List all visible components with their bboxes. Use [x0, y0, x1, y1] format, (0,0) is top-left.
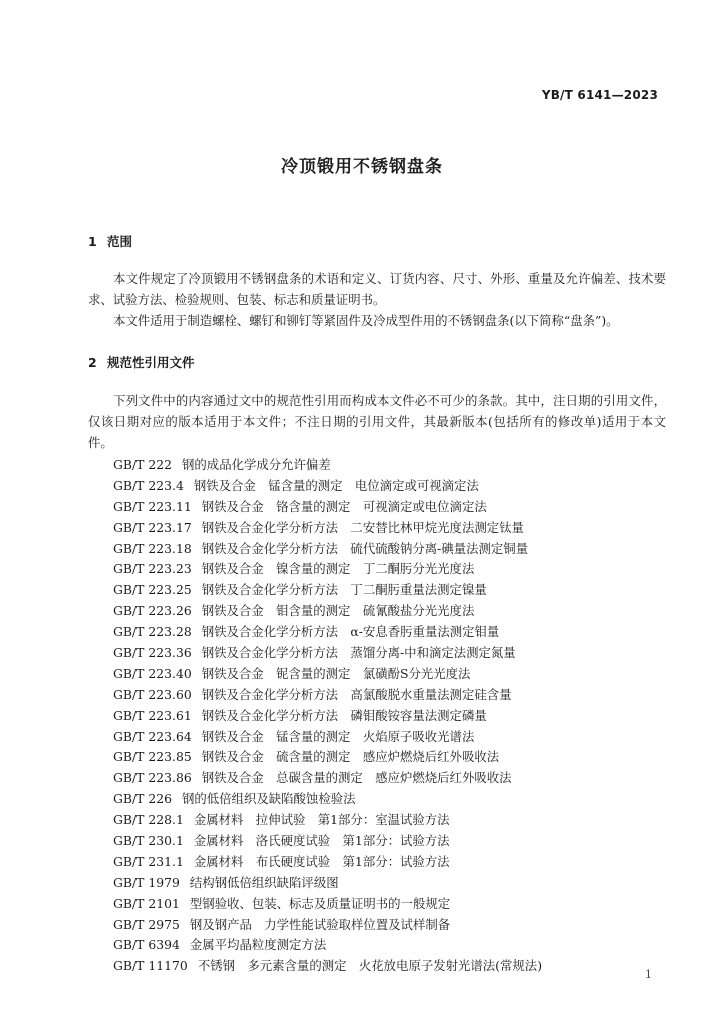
reference-item — [113, 580, 673, 601]
reference-item — [113, 789, 673, 810]
section-1-heading — [88, 232, 132, 250]
reference-item — [113, 873, 673, 894]
reference-title: 钢铁及合金化学分析方法 高氯酸脱水重量法测定硅含量 — [201, 686, 512, 702]
reference-title: 钢的成品化学成分允许偏差 — [182, 457, 331, 472]
reference-item — [113, 852, 673, 873]
reference-title: 结构钢低倍组织缺陷评级图 — [189, 874, 339, 890]
reference-item — [113, 476, 673, 497]
reference-title: 钢铁及合金化学分析方法 二安替比林甲烷光度法测定钛量 — [201, 519, 524, 535]
reference-title: 钢铁及合金 镍含量的测定 丁二酮肟分光光度法 — [201, 561, 475, 577]
reference-title: 金属平均晶粒度测定方法 — [189, 937, 327, 953]
reference-item — [113, 810, 673, 831]
section-2-heading — [88, 353, 195, 371]
reference-code: GB/T 11170 — [113, 958, 188, 974]
reference-item — [113, 831, 673, 852]
reference-title: 钢铁及合金 铬含量的测定 可视滴定或电位滴定法 — [201, 498, 487, 514]
reference-item — [113, 935, 673, 956]
reference-code: GB/T 223.17 — [113, 519, 192, 535]
reference-code: GB/T 2975 — [113, 916, 180, 932]
reference-code: GB/T 223.85 — [113, 749, 192, 765]
reference-item — [113, 685, 673, 706]
standard-code: YB/T 6141—2023 — [541, 88, 658, 102]
reference-code: GB/T 226 — [113, 791, 173, 807]
reference-code: GB/T 223.61 — [113, 707, 192, 723]
references-intro: 下列文件中的内容通过文中的规范性引用而构成本文件必不可少的条款。其中，注日期的引用文件，仅该日期对应的版本适用于本文件；不注日期的引用文件，其最新版本(包括所有的修改单)适用于本文件。 — [88, 393, 666, 450]
section-2-title: 规范性引用文件 — [107, 355, 195, 370]
reference-code: GB/T 223.23 — [113, 561, 192, 577]
reference-title: 金属材料 布氏硬度试验 第1部分：试验方法 — [193, 853, 450, 869]
reference-title: 钢铁及合金 锰含量的测定 电位滴定或可视滴定法 — [193, 477, 479, 493]
reference-code: GB/T 223.28 — [113, 624, 192, 640]
reference-title: 钢铁及合金 钼含量的测定 硫氰酸盐分光光度法 — [201, 603, 475, 619]
section-1-title: 范围 — [107, 234, 133, 249]
reference-code: GB/T 223.40 — [113, 665, 192, 681]
reference-item — [113, 664, 673, 685]
reference-code: GB/T 2101 — [113, 895, 180, 911]
reference-title: 钢铁及合金 总碳含量的测定 感应炉燃烧后红外吸收法 — [201, 770, 512, 786]
reference-code: GB/T 223.86 — [113, 770, 192, 786]
reference-item — [113, 706, 673, 727]
reference-title: 钢铁及合金化学分析方法 蒸馏分离-中和滴定法测定氮量 — [201, 645, 516, 661]
reference-item — [113, 601, 673, 622]
reference-code: GB/T 223.26 — [113, 603, 192, 619]
reference-code: GB/T 223.60 — [113, 686, 192, 702]
section-1-number: 1 — [88, 234, 97, 249]
reference-code: GB/T 6394 — [113, 937, 180, 953]
reference-title: 钢铁及合金 硫含量的测定 感应炉燃烧后红外吸收法 — [201, 749, 500, 765]
reference-code: GB/T 228.1 — [113, 812, 184, 828]
reference-code: GB/T 223.36 — [113, 645, 192, 661]
reference-code: GB/T 223.4 — [113, 477, 184, 493]
reference-item — [113, 747, 673, 768]
reference-title: 钢铁及合金化学分析方法 硫代硫酸钠分离-碘量法测定铜量 — [201, 540, 529, 556]
reference-item — [113, 622, 673, 643]
reference-item — [113, 455, 673, 476]
reference-code: GB/T 231.1 — [113, 853, 184, 869]
reference-title: 不锈钢 多元素含量的测定 火花放电原子发射光谱法(常规法) — [197, 958, 543, 974]
reference-item — [113, 894, 673, 915]
reference-title: 金属材料 洛氏硬度试验 第1部分：试验方法 — [193, 833, 450, 849]
reference-item — [113, 956, 673, 977]
scope-paragraph-1: 本文件规定了冷顶锻用不锈钢盘条的术语和定义、订货内容、尺寸、外形、重量及允许偏差、技术要求、试验方法、检验规则、包装、标志和质量证明书。 — [88, 271, 666, 307]
reference-item — [113, 727, 673, 748]
reference-title: 钢铁及合金化学分析方法 α-安息香肟重量法测定钼量 — [201, 624, 500, 640]
reference-title: 钢的低倍组织及缺陷酸蚀检验法 — [182, 791, 356, 807]
section-2-number: 2 — [88, 355, 97, 370]
reference-item — [113, 539, 673, 560]
reference-item — [113, 915, 673, 936]
reference-item — [113, 518, 673, 539]
reference-code: GB/T 222 — [113, 457, 173, 472]
reference-title: 钢及钢产品 力学性能试验取样位置及试样制备 — [189, 916, 451, 932]
reference-title: 钢铁及合金 锰含量的测定 火焰原子吸收光谱法 — [201, 728, 475, 744]
reference-title: 钢铁及合金化学分析方法 丁二酮肟重量法测定镍量 — [201, 582, 487, 598]
reference-code: GB/T 223.64 — [113, 728, 192, 744]
reference-list — [113, 455, 673, 977]
reference-item — [113, 497, 673, 518]
reference-title: 型钢验收、包装、标志及质量证明书的一般规定 — [189, 895, 451, 911]
page-number: 1 — [645, 968, 652, 981]
reference-code: GB/T 223.18 — [113, 540, 192, 556]
reference-code: GB/T 230.1 — [113, 833, 184, 849]
reference-code: GB/T 223.25 — [113, 582, 192, 598]
reference-title: 钢铁及合金化学分析方法 磷钼酸铵容量法测定磷量 — [201, 707, 487, 723]
scope-paragraph-2: 本文件适用于制造螺栓、螺钉和铆钉等紧固件及冷成型件用的不锈钢盘条(以下简称“盘条”)。 — [113, 313, 619, 328]
reference-title: 金属材料 拉伸试验 第1部分：室温试验方法 — [193, 812, 450, 828]
reference-code: GB/T 223.11 — [113, 498, 192, 514]
reference-title: 钢铁及合金 铌含量的测定 氯磺酚S分光光度法 — [201, 665, 471, 681]
reference-item — [113, 768, 673, 789]
reference-item — [113, 643, 673, 664]
document-title: 冷顶锻用不锈钢盘条 — [281, 157, 443, 177]
reference-item — [113, 559, 673, 580]
reference-code: GB/T 1979 — [113, 874, 180, 890]
